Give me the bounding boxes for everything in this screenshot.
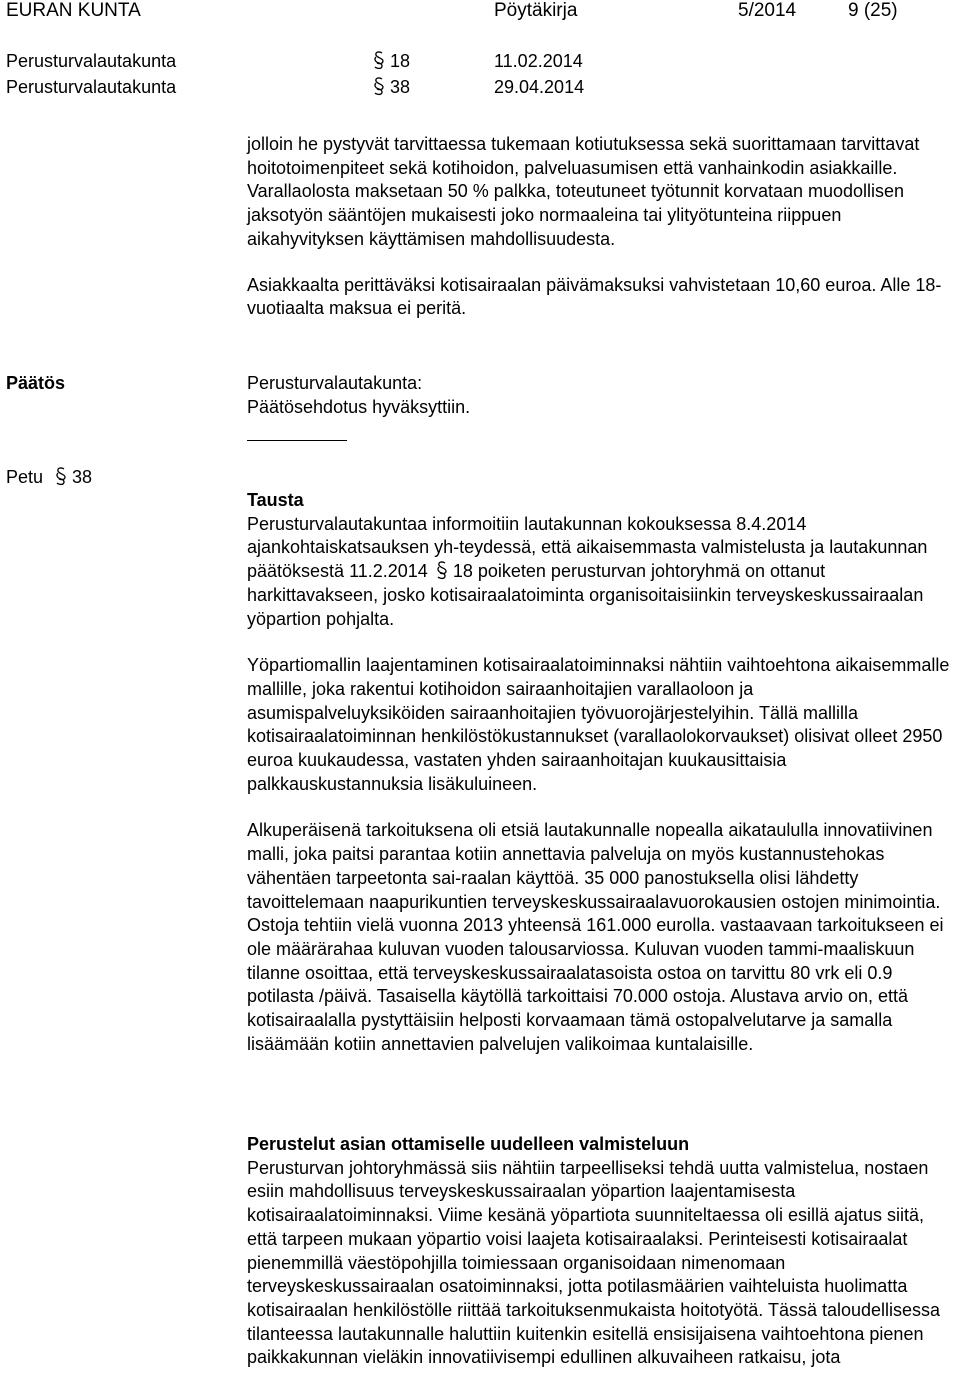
organization-name: EURAN KUNTA bbox=[6, 0, 141, 21]
meeting-section bbox=[372, 50, 410, 72]
section-sign-icon bbox=[372, 76, 386, 96]
paragraph: jolloin he pystyvät tarvittaessa tukemaan kotiutuksessa sekä suorittamaan tarvittavat hoitotoimenpiteet sekä kotihoidon, palveluasumisen että vanhainkodin asiakkaille. Varallaolosta maksetaan 50 % palkka, toteutuneet työtunnit korvataan muodollisen jaksotyön sääntöjen mukaisesti joko normaaleina tai ylityötunteina riippuen aikahyvityksen käyttämisen mahdollisuudesta. bbox=[247, 134, 920, 249]
meeting-section bbox=[372, 76, 410, 98]
meeting-date: 11.02.2014 bbox=[494, 51, 583, 71]
section-sign-icon bbox=[54, 466, 68, 486]
decision-label: Päätös bbox=[6, 373, 66, 393]
item-section-number: 38 bbox=[72, 467, 93, 487]
item-prefix: Petu bbox=[6, 467, 44, 487]
section-sign-icon bbox=[372, 50, 386, 70]
meeting-section-number: 18 bbox=[390, 51, 411, 71]
document-type: Pöytäkirja bbox=[494, 0, 578, 21]
meeting-section-number: 38 bbox=[390, 77, 411, 97]
meeting-body: Perusturvalautakunta bbox=[6, 77, 177, 97]
decision-text: Päätösehdotus hyväksyttiin. bbox=[247, 397, 471, 417]
section-heading: Perustelut asian ottamiselle uudelleen valmisteluun bbox=[247, 1134, 690, 1154]
item-marker bbox=[6, 466, 92, 488]
section-heading: Tausta bbox=[247, 490, 304, 510]
continuation-text bbox=[247, 133, 947, 321]
meeting-body: Perusturvalautakunta bbox=[6, 51, 177, 71]
decision-body: Perusturvalautakunta: bbox=[247, 373, 423, 393]
paragraph bbox=[247, 513, 952, 632]
paragraph-part: Perusturvalautakuntaa informoitiin lautakunnan kokouksessa 8.4.2014 ajankohtaiskatsauksen yh-teydessä, että aikaisemmasta valmistelusta ja lautakunnan päätöksestä 11.2.2014 bbox=[247, 513, 928, 582]
page-number: 9 (25) bbox=[848, 0, 898, 21]
paragraph: Yöpartiomallin laajentaminen kotisairaalatoiminnaksi nähtiin vaihtoehtona aikaisemmalle mallille, joka rakentui kotihoidon sairaanhoitajien varallaoloon ja asumispalveluyksiköiden sairaanhoitajien työvuorojärjestelyihin. Tällä mallilla kotisairaalatoiminnan henkilöstökustannukset (varallaolokorvaukset) olisivat olleet 2950 euroa kuukaudessa, vastaten yhden sairaanhoitajan kuukausittaisia palkkauskustannuksia lisäkuluineen. bbox=[247, 655, 950, 794]
divider bbox=[247, 440, 347, 441]
paragraph: Asiakkaalta perittäväksi kotisairaalan päivämaksuksi vahvistetaan 10,60 euroa. Alle 18-vuotiaalta maksua ei peritä. bbox=[247, 274, 942, 319]
meeting-date: 29.04.2014 bbox=[494, 77, 585, 97]
paragraph: Perusturvan johtoryhmässä siis nähtiin tarpeelliseksi tehdä uutta valmistelua, nostaen esiin mahdollisuus terveyskeskussairaalan yöpartion laajentamisesta kotisairaalatoiminnaksi. Viime kesänä yöpartiota suunniteltaessa oli esillä ajatus siitä, että tarpeen mukaan yöpartio voisi laajeta kotisairaalaksi. Perinteisesti kotisairaalat pienemmillä väestöpohjilla toimiessaan organisoidaan nimenomaan terveyskeskussairaalan osatoiminnaksi, jotta potilasmäärien vaihteluista huolimatta kotisairaalan henkilöstölle riittää tarkoituksenmukaista hoitotyötä. Tässä taloudellisessa tilanteessa lautakunnalle haluttiin kuitenkin esitellä ensisijaisena vaihtoehtona pienen paikkakunnan vieläkin innovatiivisempi edullinen alkuvaiheen ratkaisu, jota bbox=[247, 1157, 941, 1368]
rationale-section bbox=[247, 1133, 952, 1370]
inline-section-number: 18 bbox=[452, 561, 473, 582]
section-sign-icon bbox=[435, 560, 449, 580]
document-number: 5/2014 bbox=[738, 0, 797, 21]
paragraph-part: poiketen perusturvan johtoryhmä on ottanut harkittavakseen, josko kotisairaalatoiminta organisoitaisiinkin terveyskeskussairaalan yöpartion pohjalta. bbox=[247, 561, 924, 629]
paragraph: Alkuperäisenä tarkoituksena oli etsiä lautakunnalle nopealla aikataululla innovatiivinen malli, joka paitsi parantaa kotiin annettavia palveluja on myös kustannustehokas vähentäen tarpeetonta sai-raalan käyttöä. 35 000 panostuksella olisi lähdetty tavoittelemaan naapurikuntien terveyskeskussairaalavuorokausien ostojen minimointia. Ostoja tehtiin vielä vuonna 2013 yhteensä 161.000 eurolla. vastaavaan tarkoitukseen ei ole määrärahaa kuluvan vuoden talousarviossa. Kuluvan vuoden tammi-maaliskuun tilanne osoittaa, että terveyskeskussairaalatasoista ostoa on tarvittu 80 vrk eli 0.9 potilasta /päivä. Tasaisella käytöllä tarkoittaisi 70.000 ostoja. Alustava arvio on, että kotisairaalalla pystyttäisiin helposti korvaamaan tämä ostopalvelutarve ja samalla lisäämään kotiin annettavien palvelujen valikoimaa kuntalaisille. bbox=[247, 820, 944, 1054]
background-section bbox=[247, 489, 952, 1056]
